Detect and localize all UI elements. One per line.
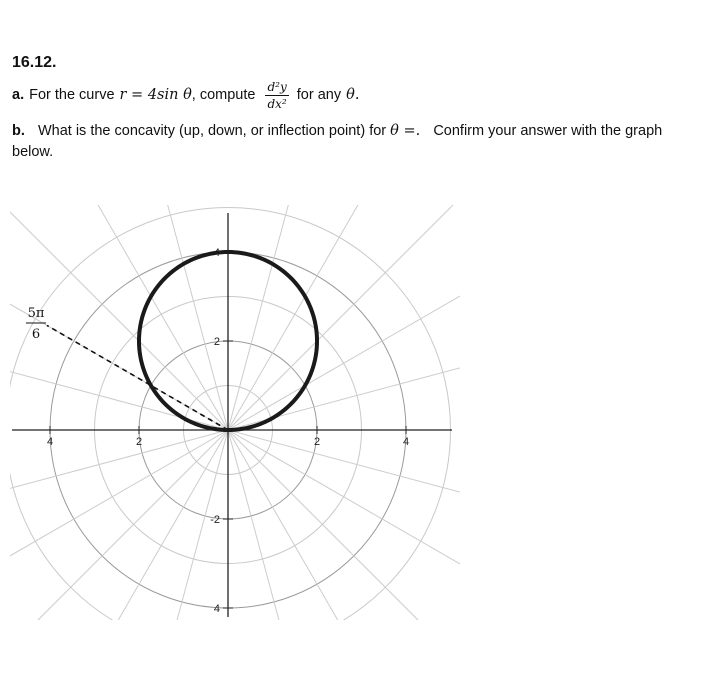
x-tick-label: 4 bbox=[402, 436, 410, 448]
second-derivative-fraction bbox=[265, 80, 288, 111]
theta-symbol: θ. bbox=[346, 87, 360, 103]
y-tick-label: 4 bbox=[213, 247, 220, 259]
x-tick-label: 2 bbox=[313, 436, 321, 448]
polar-graph bbox=[0, 205, 470, 625]
part-b-line bbox=[12, 121, 682, 163]
x-tick-label: 2 bbox=[135, 436, 143, 448]
part-a-text-middle: , compute bbox=[191, 87, 256, 103]
part-b-text-after: Confirm your answer with the graph below. bbox=[12, 123, 663, 160]
part-a-line bbox=[12, 76, 359, 114]
angle-label-denominator: 6 bbox=[31, 327, 41, 342]
part-a-text-after: for any bbox=[296, 87, 342, 103]
y-tick-label: 4 bbox=[213, 603, 220, 615]
y-tick-label: 2 bbox=[213, 336, 220, 348]
angle-label bbox=[26, 306, 46, 342]
part-a-label: a. bbox=[12, 87, 25, 103]
problem-number: 16.12. bbox=[12, 54, 57, 71]
angle-label-numerator: 5π bbox=[27, 306, 45, 321]
part-b-text: What is the concavity (up, down, or inflection point) for bbox=[37, 123, 387, 139]
part-b-label: b. bbox=[12, 123, 25, 139]
fraction-numerator: d²y bbox=[267, 79, 287, 94]
y-tick-label: -2 bbox=[210, 514, 220, 526]
x-tick-label: 4 bbox=[46, 436, 54, 448]
curve-equation: r = 4sin θ bbox=[119, 87, 192, 103]
fraction-denominator: dx² bbox=[267, 96, 287, 111]
theta-equals: θ =. bbox=[390, 123, 421, 139]
polar-grid bbox=[0, 205, 470, 625]
part-a-text: For the curve bbox=[29, 87, 115, 103]
